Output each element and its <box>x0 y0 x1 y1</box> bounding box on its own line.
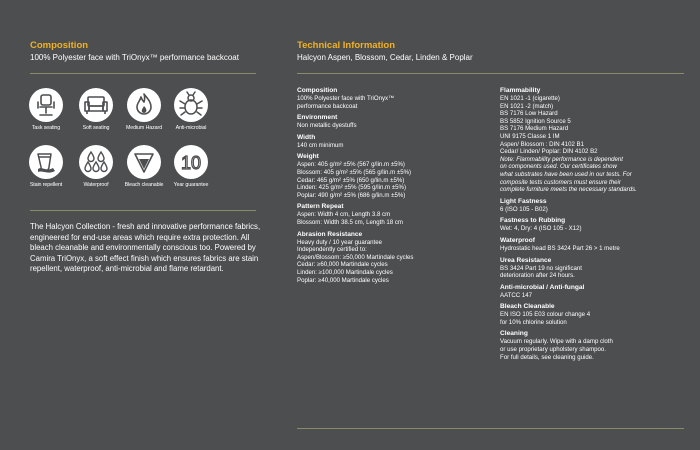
spec-line: 140 cm minimum <box>297 141 344 149</box>
feature-medium-hazard <box>122 88 166 132</box>
spec-line: 100% Polyester face with TriOnyx™ <box>297 95 395 102</box>
flammability-note-line: on components used. Our certificates show <box>500 163 617 171</box>
spec-line: Poplar: ≥40,000 Martindale cycles <box>297 276 389 284</box>
spec-title: Flammability <box>500 87 541 94</box>
flammability-note-line: Note: Flammability performance is dependent <box>500 155 623 163</box>
spec-title: Abrasion Resistance <box>297 230 363 238</box>
spec-line: EN 1021 -2 (match) <box>500 102 554 110</box>
spec-line: Vacuum regularly. Wipe with a damp cloth <box>500 338 613 346</box>
spec-section <box>297 153 413 199</box>
feature-waterproof <box>74 145 118 189</box>
right-bottom-divider <box>297 428 684 429</box>
spec-section <box>500 217 637 233</box>
waterproof-icon <box>79 145 113 179</box>
spec-line: Aspen: Width 4 cm, Length 3.8 cm <box>297 211 391 219</box>
spec-column-left <box>297 87 413 288</box>
feature-anti-microbial <box>169 88 213 132</box>
spec-line: Aspen: 405 g/m² ±5% (567 g/lin.m ±5%) <box>297 161 405 169</box>
spec-title: Pattern Repeat <box>297 203 344 211</box>
spec-title: Urea Resistance <box>500 256 552 264</box>
spec-section <box>297 203 413 226</box>
technical-heading: Technical Information <box>297 40 396 51</box>
spec-line: Aspen/Blossom: ≥50,000 Martindale cycles <box>297 253 414 261</box>
spec-line: Wet: 4, Dry: 4 (ISO 105 - X12) <box>500 225 582 233</box>
spec-title: Light Fastness <box>500 197 547 205</box>
task-seating-icon <box>29 88 63 122</box>
spec-section <box>500 257 637 280</box>
icon-label: Anti-microbial <box>175 125 207 131</box>
feature-soft-seating <box>74 88 118 132</box>
spec-line: for 10% chlorine solution <box>500 318 567 326</box>
stain-repellent-icon <box>29 145 63 179</box>
spec-line: Cedar: 465 g/m² ±5% (650 g/lin.m ±5%) <box>297 176 405 184</box>
right-top-divider <box>297 73 684 74</box>
feature-stain-repellent <box>24 145 68 189</box>
medium-hazard-icon <box>127 88 161 122</box>
spec-section <box>297 134 413 150</box>
spec-section <box>297 114 413 130</box>
spec-line: EN 1021 -1 (cigarette) <box>500 95 560 102</box>
spec-line: or use proprietary upholstery shampoo. <box>500 346 607 354</box>
spec-line: For full details, see cleaning guide. <box>500 353 594 361</box>
spec-title: Weight <box>297 153 319 161</box>
feature-task-seating <box>24 88 68 132</box>
icon-label: Soft seating <box>82 125 110 131</box>
spec-section <box>500 330 637 361</box>
spec-line: BS 7176 Medium Hazard <box>500 125 569 133</box>
spec-line: AATCC 147 <box>500 291 533 299</box>
icon-label: Stain repellent <box>29 182 63 188</box>
spec-line: Poplar: 490 g/m² ±5% (686 g/lin.m ±5%) <box>297 191 406 199</box>
spec-line: 6 (ISO 105 - B02) <box>500 205 548 213</box>
bleach-cleanable-icon <box>127 145 161 179</box>
flammability-note-line: what substrates have been used in our tests. For <box>500 170 632 178</box>
flammability-note-line: composite tests customers must ensure their <box>500 178 621 186</box>
spec-title: Fastness to Rubbing <box>500 217 566 225</box>
flammability-note-line: complete furniture meets the necessary standards. <box>500 186 637 194</box>
spec-line: Cedar/ Linden/ Poplar: DIN 4102 B2 <box>500 148 598 156</box>
spec-section <box>500 303 637 326</box>
spec-title: Width <box>297 133 316 141</box>
spec-line: Blossom: 405 g/m² ±5% (565 g/lin.m ±5%) <box>297 168 412 176</box>
spec-title: Cleaning <box>500 330 528 338</box>
spec-section <box>297 231 413 285</box>
icon-label: Year guarantee <box>173 182 209 188</box>
spec-line: BS 5852 Ignition Source 5 <box>500 117 571 125</box>
feature-bleach-cleanable <box>122 145 166 189</box>
anti-microbial-icon <box>174 88 208 122</box>
spec-line: Heavy duty / 10 year guarantee <box>297 238 383 246</box>
spec-line: Cedar: ≥60,000 Martindale cycles <box>297 261 388 269</box>
spec-line: Linden: 425 g/m² ±5% (595 g/lin.m ±5%) <box>297 184 406 192</box>
technical-subtitle: Halcyon Aspen, Blossom, Cedar, Linden & Poplar <box>297 53 473 62</box>
spec-title: Bleach Cleanable <box>500 303 555 311</box>
icon-label: Task seating <box>31 125 61 131</box>
spec-title: Anti-microbial / Anti-fungal <box>500 283 585 291</box>
spec-line: deterioration after 24 hours. <box>500 272 575 280</box>
spec-section <box>500 284 637 300</box>
spec-title: Composition <box>297 87 338 94</box>
spec-line: performance backcoat <box>297 102 358 110</box>
spec-line: Non metallic dyestuffs <box>297 122 357 130</box>
spec-column-right <box>500 87 637 365</box>
spec-line: EN ISO 105 E03 colour change 4 <box>500 311 591 319</box>
icon-label: Medium Hazard <box>125 125 163 131</box>
left-mid-divider <box>30 210 256 211</box>
spec-line: Blossom: Width 38.5 cm, Length 18 cm <box>297 218 404 226</box>
icon-label: Waterproof <box>83 182 109 188</box>
composition-subtitle: 100% Polyester face with TriOnyx™ performance backcoat <box>30 53 239 62</box>
feature-year-guarantee <box>169 145 213 189</box>
spec-line: Independently certified to: <box>297 246 367 254</box>
spec-title: Environment <box>297 114 338 122</box>
spec-title: Waterproof <box>500 236 535 244</box>
spec-line: BS 3424 Part 19 no significant <box>500 264 582 272</box>
icon-label: Bleach cleanable <box>124 182 164 188</box>
soft-seating-icon <box>79 88 113 122</box>
spec-line: Aspen/ Blossom : DIN 4102 B1 <box>500 140 585 148</box>
spec-section <box>297 87 413 110</box>
composition-heading: Composition <box>30 40 89 51</box>
spec-section <box>500 198 637 214</box>
guarantee-number: 10 <box>180 153 202 173</box>
spec-section <box>500 237 637 253</box>
left-top-divider <box>30 73 256 74</box>
spec-line: BS 7176 Low Hazard <box>500 110 558 118</box>
spec-line: UNI 9175 Classe 1 IM <box>500 132 560 140</box>
spec-line: Hydrostatic head BS 3424 Part 26 > 1 metre <box>500 244 620 252</box>
spec-section-flammability <box>500 87 637 194</box>
collection-intro: The Halcyon Collection - fresh and innovative performance fabrics, engineered for end-use areas which require extra protection. All bleach cleanable and environmentally conscious too. Powered by Camira TriOnyx, a soft effect finish which ensures fabrics are stain repellent, waterproof, anti-microbial and flame retardant. <box>30 222 261 274</box>
year-guarantee-icon <box>174 145 208 179</box>
spec-line: Linden: ≥100,000 Martindale cycles <box>297 268 393 276</box>
